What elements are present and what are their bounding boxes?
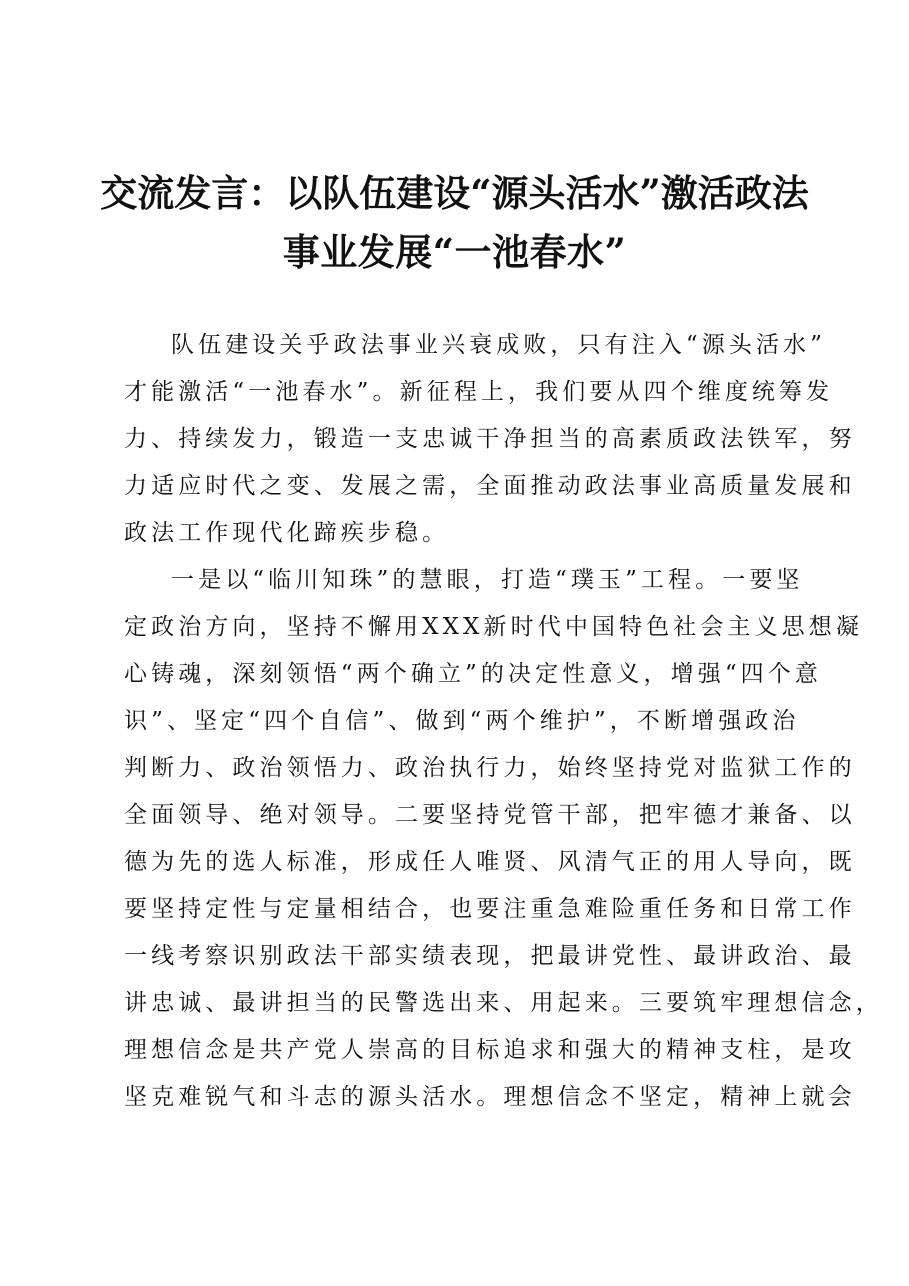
body-line: 一线考察识别政法干部实绩表现，把最讲党性、最讲政治、最 [124, 943, 856, 969]
body-line: 讲忠诚、最讲担当的民警选出来、用起来。三要筑牢理想信念， [124, 990, 883, 1016]
body-line: 全面领导、绝对领导。二要坚持党管干部，把牢德才兼备、以 [124, 802, 856, 828]
title-line-2: 事业发展“一池春水” [282, 230, 627, 274]
body-line: 坚克难锐气和斗志的源头活水。理想信念不坚定，精神上就会 [124, 1084, 856, 1110]
document-title [100, 164, 809, 282]
body-line: 德为先的选人标准，形成任人唯贤、风清气正的用人导向，既 [124, 849, 856, 875]
body-line: 力、持续发力，锻造一支忠诚干净担当的高素质政法铁军，努 [124, 426, 856, 452]
body-line: 识”、坚定“四个自信”、做到“两个维护”，不断增强政治 [124, 708, 800, 734]
body-line: 理想信念是共产党人崇高的目标追求和强大的精神支柱，是攻 [124, 1037, 856, 1063]
body-line: 要坚持定性与定量相结合，也要注重急难险重任务和日常工作 [124, 896, 856, 922]
body-line: 一是以“临川知珠”的慧眼，打造“璞玉”工程。一要坚 [171, 567, 804, 593]
body-line: 才能激活“一池春水”。新征程上，我们要从四个维度统筹发 [124, 379, 834, 405]
body-line: 判断力、政治领悟力、政治执行力，始终坚持党对监狱工作的 [124, 755, 856, 781]
body-line: 心铸魂，深刻领悟“两个确立”的决定性意义，增强“四个意 [124, 661, 822, 687]
body-line: 政法工作现代化蹄疾步稳。 [124, 520, 450, 546]
body-line: 定政治方向，坚持不懈用XXX新时代中国特色社会主义思想凝 [124, 614, 863, 640]
body-line: 队伍建设关乎政法事业兴衰成败，只有注入“源头活水” [171, 332, 827, 358]
body-line: 力适应时代之变、发展之需，全面推动政法事业高质量发展和 [124, 473, 856, 499]
title-line-1: 交流发言：以队伍建设“源头活水”激活政法 [100, 171, 809, 215]
